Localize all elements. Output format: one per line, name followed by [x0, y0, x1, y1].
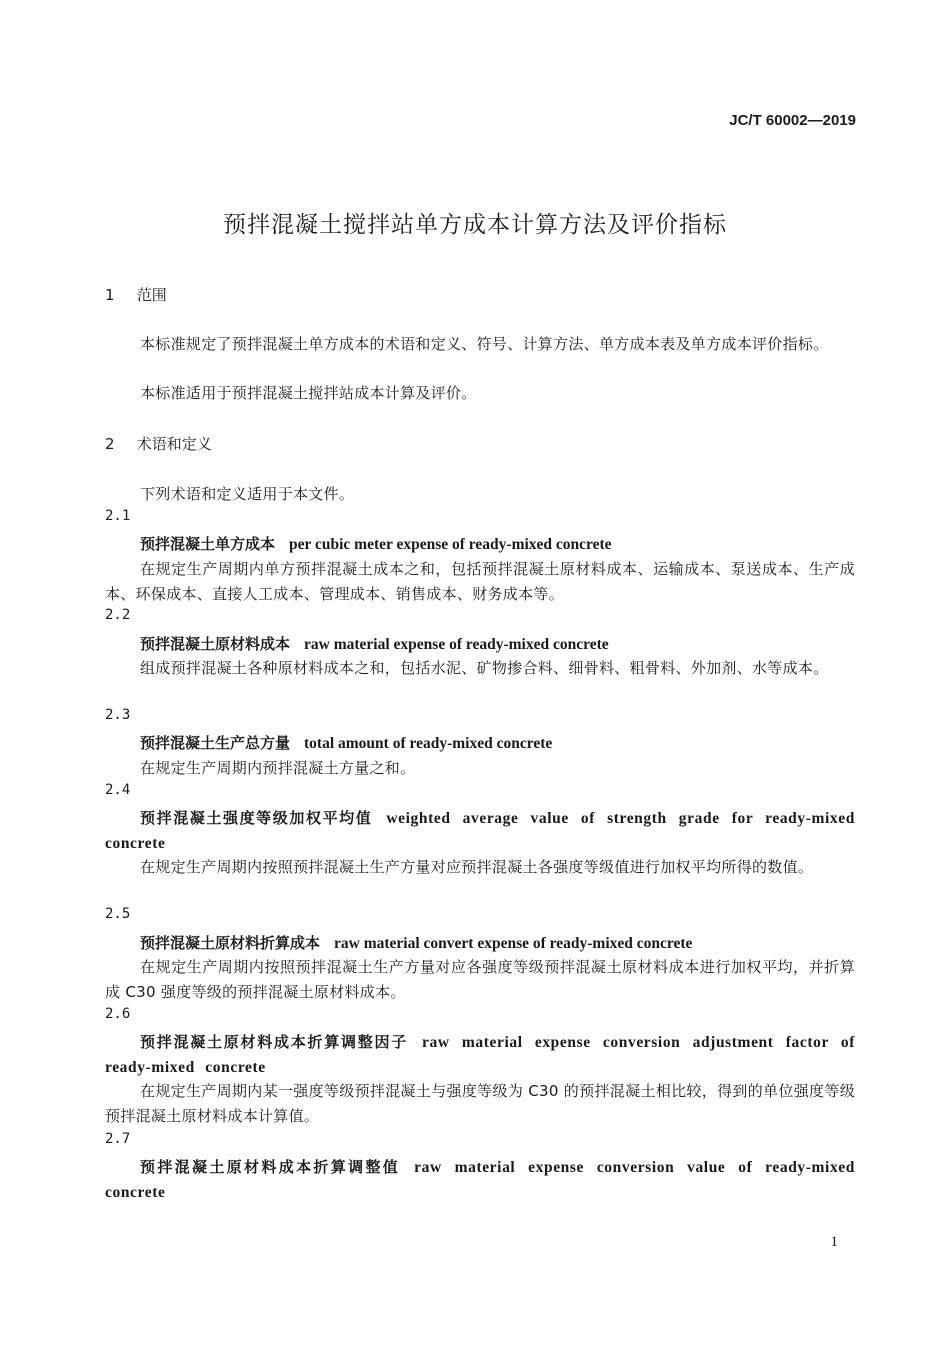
term-chinese: 预拌混凝土原材料成本折算调整因子	[140, 1033, 409, 1051]
term-english: raw material convert expense of ready-mixed concrete	[334, 935, 693, 952]
term-english: per cubic meter expense of ready-mixed concrete	[289, 536, 612, 553]
section-number: 2	[105, 435, 115, 453]
term-entry	[105, 806, 855, 856]
terms-intro: 下列术语和定义适用于本文件。	[140, 485, 355, 503]
term-chinese: 预拌混凝土原材料折算成本	[140, 934, 321, 952]
term-entry	[105, 532, 855, 557]
standard-code: JC/T 60002—2019	[729, 112, 856, 129]
term-english: weighted average value of strength grade for ready-mixed concrete	[105, 810, 855, 852]
term-entry	[105, 731, 855, 756]
term-definition: 在规定生产周期内按照预拌混凝土生产方量对应各强度等级预拌混凝土原材料成本进行加权平均，并折算成 C30 强度等级的预拌混凝土原材料成本。	[105, 958, 855, 1001]
clause-number: 2.4	[105, 782, 131, 798]
term-english: total amount of ready-mixed concrete	[304, 735, 553, 752]
clause-number: 2.7	[105, 1131, 131, 1147]
section-heading-terms	[105, 433, 212, 454]
term-entry	[105, 632, 855, 657]
term-entry	[105, 1155, 855, 1205]
term-entry	[105, 1030, 855, 1080]
document-title: 预拌混凝土搅拌站单方成本计算方法及评价指标	[223, 212, 727, 238]
section-title: 术语和定义	[136, 435, 212, 453]
term-english: raw material expense conversion value of ready-mixed concrete	[105, 1159, 855, 1201]
scope-paragraph-1: 本标准规定了预拌混凝土单方成本的术语和定义、符号、计算方法、单方成本表及单方成本评价指标。	[140, 335, 829, 353]
clause-number: 2.2	[105, 607, 131, 623]
term-definition: 组成预拌混凝土各种原材料成本之和，包括水泥、矿物掺合料、细骨料、粗骨料、外加剂、水等成本。	[140, 659, 829, 677]
term-english: raw material expense of ready-mixed concrete	[304, 636, 609, 653]
section-heading-scope	[105, 284, 167, 305]
term-chinese: 预拌混凝土生产总方量	[140, 734, 291, 752]
clause-number: 2.5	[105, 906, 131, 922]
scope-paragraph-2: 本标准适用于预拌混凝土搅拌站成本计算及评价。	[140, 384, 477, 402]
term-chinese: 预拌混凝土强度等级加权平均值	[140, 809, 373, 827]
term-definition: 在规定生产周期内某一强度等级预拌混凝土与强度等级为 C30 的预拌混凝土相比较，得到的单位强度等级预拌混凝土原材料成本计算值。	[105, 1082, 855, 1125]
page-number: 1	[830, 1234, 838, 1250]
term-chinese: 预拌混凝土原材料成本折算调整值	[140, 1158, 401, 1176]
term-definition: 在规定生产周期内预拌混凝土方量之和。	[140, 759, 416, 777]
term-chinese: 预拌混凝土原材料成本	[140, 635, 291, 653]
term-chinese: 预拌混凝土单方成本	[140, 535, 276, 553]
term-english: raw material expense conversion adjustment factor of ready-mixed concrete	[105, 1034, 855, 1076]
section-number: 1	[105, 286, 115, 304]
section-title: 范围	[136, 286, 167, 304]
clause-number: 2.6	[105, 1006, 131, 1022]
term-definition: 在规定生产周期内按照预拌混凝土生产方量对应预拌混凝土各强度等级值进行加权平均所得的数值。	[140, 858, 814, 876]
clause-number: 2.3	[105, 707, 131, 723]
clause-number: 2.1	[105, 508, 131, 524]
term-definition: 在规定生产周期内单方预拌混凝土成本之和，包括预拌混凝土原材料成本、运输成本、泵送成本、生产成本、环保成本、直接人工成本、管理成本、销售成本、财务成本等。	[105, 560, 855, 603]
term-entry	[105, 931, 855, 956]
